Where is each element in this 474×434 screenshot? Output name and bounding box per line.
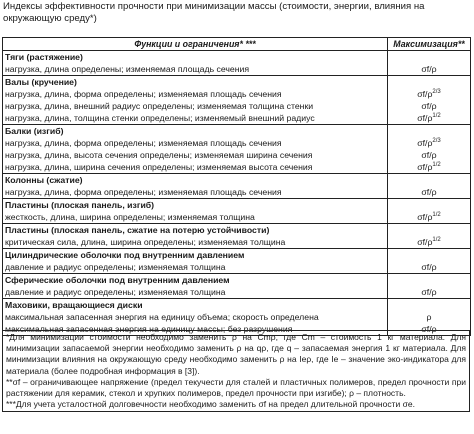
row-index	[388, 137, 471, 149]
row-index	[388, 100, 471, 112]
index-exponent: 2/3	[432, 138, 441, 145]
row-condition: максимальная запасенная энергия на единицу массы; без разрушения	[3, 323, 388, 336]
row-condition: жесткость, длина, ширина определены; изменяемая толщина	[3, 211, 388, 224]
row-index	[388, 186, 471, 199]
row-condition: нагрузка, длина, форма определены; изменяемая площадь сечения	[3, 186, 388, 199]
table-row	[3, 211, 471, 224]
row-index	[388, 211, 471, 224]
row-condition: давление и радиус определены; изменяемая толщина	[3, 261, 388, 274]
table-row	[3, 149, 471, 161]
group-title-empty	[388, 174, 471, 187]
group-title-empty	[388, 76, 471, 89]
row-index	[388, 236, 471, 249]
row-index	[388, 149, 471, 161]
index-base: σf/ρ	[421, 101, 437, 111]
table-row	[3, 286, 471, 299]
row-condition: нагрузка, длина, толщина стенки определены; изменяемый внешний радиус	[3, 112, 388, 125]
row-index	[388, 286, 471, 299]
row-condition: нагрузка, длина, высота сечения определены; изменяемая ширина сечения	[3, 149, 388, 161]
group-title: Цилиндрические оболочки под внутренним давлением	[3, 249, 388, 262]
row-condition: критическая сила, длина, ширина определены; изменяемая толщина	[3, 236, 388, 249]
strength-index-table	[2, 37, 471, 336]
row-condition: нагрузка, длина, форма определены; изменяемая площадь сечения	[3, 137, 388, 149]
index-base: σf/ρ	[421, 287, 437, 297]
group-title-row	[3, 51, 471, 64]
row-index	[388, 88, 471, 100]
table-row	[3, 88, 471, 100]
group-title: Балки (изгиб)	[3, 125, 388, 138]
group-title-empty	[388, 274, 471, 287]
table-row	[3, 137, 471, 149]
index-exponent: 2/3	[432, 89, 441, 96]
footnotes	[2, 330, 470, 412]
group-title-row	[3, 199, 471, 212]
row-condition: нагрузка, длина, форма определены; изменяемая площадь сечения	[3, 88, 388, 100]
index-base: σf/ρ	[417, 138, 433, 148]
table-row	[3, 63, 471, 76]
footnote-cost: *Для минимизации стоимости необходимо заменить ρ на Cmρ, где Cm – стоимость 1 кг материала. Для минимизации запасаемой энергии необходимо заменить ρ на qρ, где q – запасаемая энергия 1 кг материала. Для минимизации влияния на окружающую среду необходимо заменить ρ на Ieρ, где Ie – значение эко-индикатора для материала (более подробная информация в [3]).	[6, 332, 466, 376]
table-body	[3, 51, 471, 336]
row-condition: нагрузка, длина, внешний радиус определены; изменяемая толщина стенки	[3, 100, 388, 112]
index-base: σf/ρ	[417, 212, 433, 222]
row-index	[388, 112, 471, 125]
index-base: σf/ρ	[421, 187, 437, 197]
group-title-row	[3, 76, 471, 89]
group-title-row	[3, 249, 471, 262]
index-base: σf/ρ	[421, 262, 437, 272]
row-index	[388, 63, 471, 76]
group-title-empty	[388, 125, 471, 138]
group-title: Тяги (растяжение)	[3, 51, 388, 64]
header-maximize: Максимизация**	[388, 38, 471, 51]
group-title-empty	[388, 249, 471, 262]
footnote-sigma: **σf – ограничивающее напряжение (предел текучести для сталей и пластичных полимеров, предел прочности при растяжении для керамик, стекол и хрупких полимеров, предел прочности при изгибе); ρ – плотность.	[6, 376, 466, 399]
group-title: Колонны (сжатие)	[3, 174, 388, 187]
table-caption: Индексы эффективности прочности при минимизации массы (стоимости, энергии, влияния на окружающую среду*)	[3, 1, 425, 25]
footnote-fatigue: ***Для учета усталостной долговечности необходимо заменить σf на предел длительной прочности σe.	[6, 399, 415, 410]
row-condition: нагрузка, длина, ширина сечения определены; изменяемая высота сечения	[3, 161, 388, 174]
group-title-empty	[388, 224, 471, 237]
row-condition: нагрузка, длина определены; изменяемая площадь сечения	[3, 63, 388, 76]
table-row	[3, 261, 471, 274]
row-index	[388, 261, 471, 274]
group-title-empty	[388, 51, 471, 64]
index-base: σf/ρ	[421, 324, 437, 334]
index-base: σf/ρ	[421, 64, 437, 74]
group-title-empty	[388, 199, 471, 212]
table-row	[3, 311, 471, 323]
group-title-row	[3, 224, 471, 237]
row-condition: давление и радиус определены; изменяемая толщина	[3, 286, 388, 299]
group-title-empty	[388, 299, 471, 312]
header-row	[3, 38, 471, 51]
index-base: σf/ρ	[417, 237, 433, 247]
group-title: Пластины (плоская панель, сжатие на потерю устойчивости)	[3, 224, 388, 237]
row-index	[388, 161, 471, 174]
index-base: ρ	[426, 312, 432, 322]
group-title: Пластины (плоская панель, изгиб)	[3, 199, 388, 212]
table-row	[3, 112, 471, 125]
index-exponent: 1/2	[432, 237, 441, 244]
index-exponent: 1/2	[432, 113, 441, 120]
group-title: Маховики, вращающиеся диски	[3, 299, 388, 312]
table-row	[3, 100, 471, 112]
table-row	[3, 236, 471, 249]
index-base: σf/ρ	[417, 113, 433, 123]
table-row	[3, 161, 471, 174]
row-index	[388, 311, 471, 323]
group-title-row	[3, 125, 471, 138]
row-condition: максимальная запасенная энергия на единицу объема; скорость определена	[3, 311, 388, 323]
group-title-row	[3, 299, 471, 312]
group-title: Сферические оболочки под внутренним давлением	[3, 274, 388, 287]
index-base: σf/ρ	[417, 89, 433, 99]
index-exponent: 1/2	[432, 162, 441, 169]
group-title-row	[3, 274, 471, 287]
header-functions: Функции и ограничения* ***	[3, 38, 388, 51]
group-title: Валы (кручение)	[3, 76, 388, 89]
index-base: σf/ρ	[421, 150, 437, 160]
group-title-row	[3, 174, 471, 187]
index-exponent: 1/2	[432, 212, 441, 219]
table-row	[3, 186, 471, 199]
index-base: σf/ρ	[417, 162, 433, 172]
